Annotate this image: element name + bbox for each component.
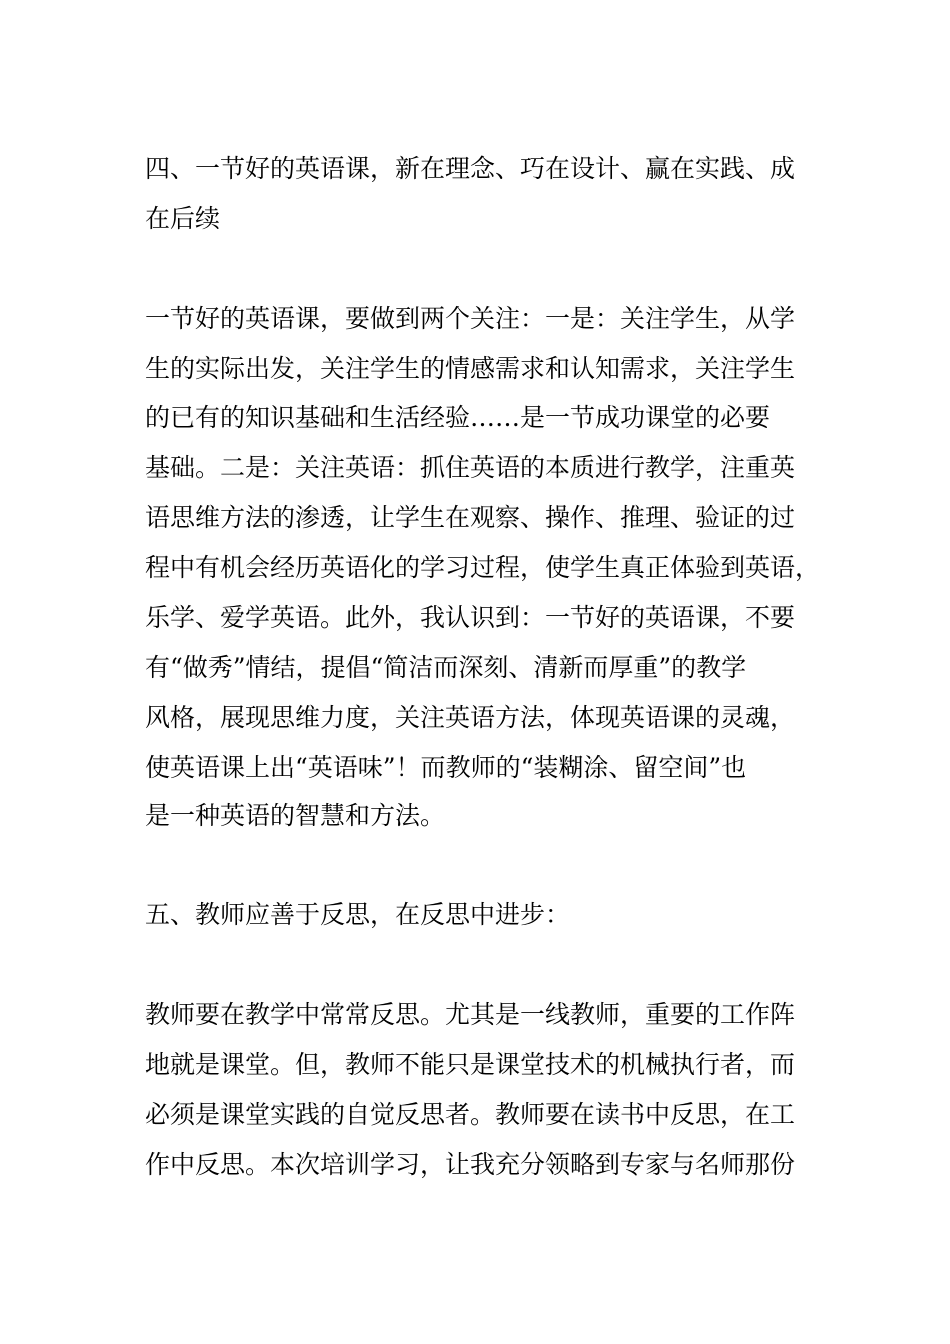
section-4-heading-line-2: 在后续: [145, 204, 221, 233]
section-5-paragraph-line-2: 地就是课堂。但，教师不能只是课堂技术的机械执行者，而: [145, 1050, 796, 1079]
section-4-paragraph-line-3: 的已有的知识基础和生活经验……是一节成功课堂的必要: [145, 403, 771, 432]
section-4-paragraph-line-10: 使英语课上出“英语味”！而教师的“装糊涂、留空间”也: [145, 753, 747, 782]
section-5-paragraph-line-4: 作中反思。本次培训学习，让我充分领略到专家与名师那份: [145, 1150, 796, 1179]
section-4-heading-line-1: 四、一节好的英语课，新在理念、巧在设计、赢在实践、成: [145, 154, 796, 183]
section-4-paragraph-line-4: 基础。二是：关注英语：抓住英语的本质进行教学，注重英: [145, 453, 796, 482]
section-5-heading: 五、教师应善于反思，在反思中进步：: [145, 900, 571, 929]
section-4-paragraph-line-1: 一节好的英语课，要做到两个关注：一是：关注学生，从学: [145, 304, 796, 333]
section-5-paragraph-line-1: 教师要在教学中常常反思。尤其是一线教师，重要的工作阵: [145, 1000, 796, 1029]
section-4-paragraph-line-2: 生的实际出发，关注学生的情感需求和认知需求，关注学生: [145, 354, 796, 383]
section-5-paragraph-line-3: 必须是课堂实践的自觉反思者。教师要在读书中反思，在工: [145, 1100, 796, 1129]
section-4-paragraph-line-9: 风格，展现思维力度，关注英语方法，体现英语课的灵魂，: [145, 703, 796, 732]
section-4-paragraph-line-11: 是一种英语的智慧和方法。: [145, 801, 446, 830]
section-4-paragraph-line-5: 语思维方法的渗透，让学生在观察、操作、推理、验证的过: [145, 503, 796, 532]
section-4-paragraph-line-7: 乐学、爱学英语。此外，我认识到：一节好的英语课，不要: [145, 603, 796, 632]
section-4-paragraph-line-6: 程中有机会经历英语化的学习过程，使学生真正体验到英语，: [145, 553, 821, 582]
section-4-paragraph-line-8: 有“做秀”情结，提倡“简洁而深刻、清新而厚重”的教学: [145, 653, 747, 682]
